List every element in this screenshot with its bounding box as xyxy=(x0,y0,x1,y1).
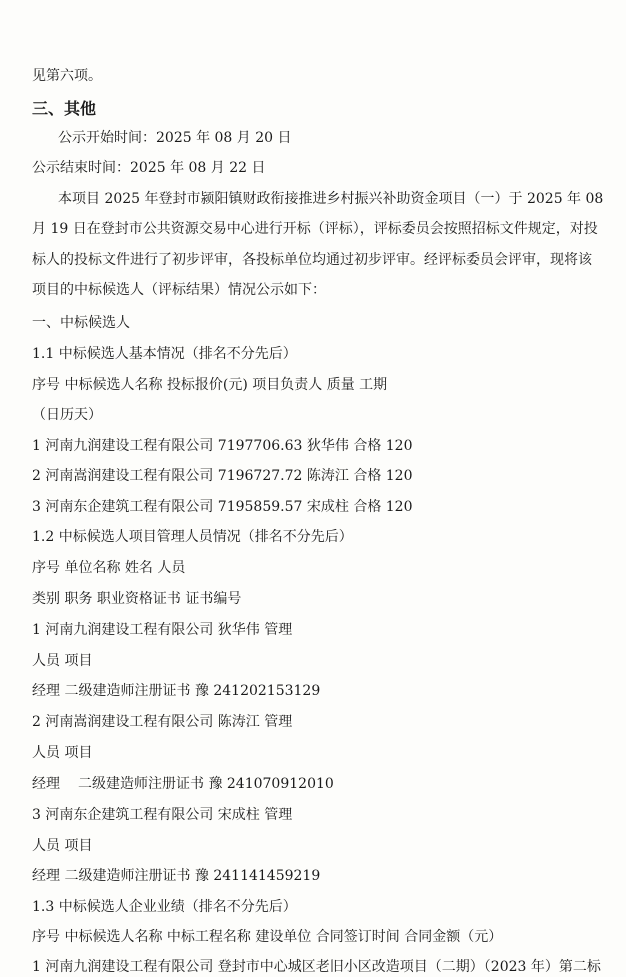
position-label: 经理 xyxy=(32,776,60,792)
table-header: 序号 单位名称 姓名 人员 xyxy=(32,560,186,576)
table-row-cont xyxy=(32,774,334,794)
certificate-info: 二级建造师注册证书 豫 241070912010 xyxy=(78,776,334,792)
subheading-basic-info: 1.1 中标候选人基本情况（排名不分先后） xyxy=(32,346,297,362)
table-row: 3 河南东企建筑工程有限公司 7195859.57 宋成柱 合格 120 xyxy=(32,499,413,515)
table-row: 1 河南九润建设工程有限公司 登封市中心城区老旧小区改造项目（二期）（2023 年）第二标 xyxy=(32,959,601,975)
paragraph-line: 项目的中标候选人（评标结果）情况公示如下： xyxy=(32,282,326,298)
table-row: 1 河南九润建设工程有限公司 7197706.63 狄华伟 合格 120 xyxy=(32,438,413,454)
subheading-performance: 1.3 中标候选人企业业绩（排名不分先后） xyxy=(32,899,297,915)
table-row: 1 河南九润建设工程有限公司 狄华伟 管理 xyxy=(32,622,293,638)
table-header: 序号 中标候选人名称 中标工程名称 建设单位 合同签订时间 合同金额（元） xyxy=(32,929,503,945)
paragraph-line: 月 19 日在登封市公共资源交易中心进行开标（评标），评标委员会按照招标文件规定，对投 xyxy=(32,221,598,237)
table-header-cont: 类别 职务 职业资格证书 证书编号 xyxy=(32,591,242,607)
table-header: 序号 中标候选人名称 投标报价(元) 项目负责人 质量 工期 xyxy=(32,377,388,393)
table-row: 2 河南嵩润建设工程有限公司 7196727.72 陈涛江 合格 120 xyxy=(32,468,413,484)
section-heading-other: 三、其他 xyxy=(32,99,97,118)
table-row-cont: 经理 二级建造师注册证书 豫 241202153129 xyxy=(32,683,321,699)
notice-start-time: 公示开始时间：2025 年 08 月 20 日 xyxy=(58,130,292,146)
paragraph-line: 本项目 2025 年登封市颍阳镇财政衔接推进乡村振兴补助资金项目（一）于 2025 年 08 xyxy=(58,191,604,207)
table-row-cont: 经理 二级建造师注册证书 豫 241141459219 xyxy=(32,868,321,884)
table-row: 3 河南东企建筑工程有限公司 宋成柱 管理 xyxy=(32,807,293,823)
table-row-cont: 人员 项目 xyxy=(32,838,93,854)
notice-end-time: 公示结束时间：2025 年 08 月 22 日 xyxy=(32,160,266,176)
table-row-cont: 人员 项目 xyxy=(32,745,93,761)
table-row-cont: 人员 项目 xyxy=(32,653,93,669)
paragraph-line: 标人的投标文件进行了初步评审，各投标单位均通过初步评审。经评标委员会评审，现将该 xyxy=(32,252,592,268)
subheading-candidates: 一、中标候选人 xyxy=(32,315,130,331)
continuation-text: 见第六项。 xyxy=(32,68,102,84)
table-row: 2 河南嵩润建设工程有限公司 陈涛江 管理 xyxy=(32,714,293,730)
subheading-management: 1.2 中标候选人项目管理人员情况（排名不分先后） xyxy=(32,529,353,545)
table-header-cont: （日历天） xyxy=(32,407,102,423)
